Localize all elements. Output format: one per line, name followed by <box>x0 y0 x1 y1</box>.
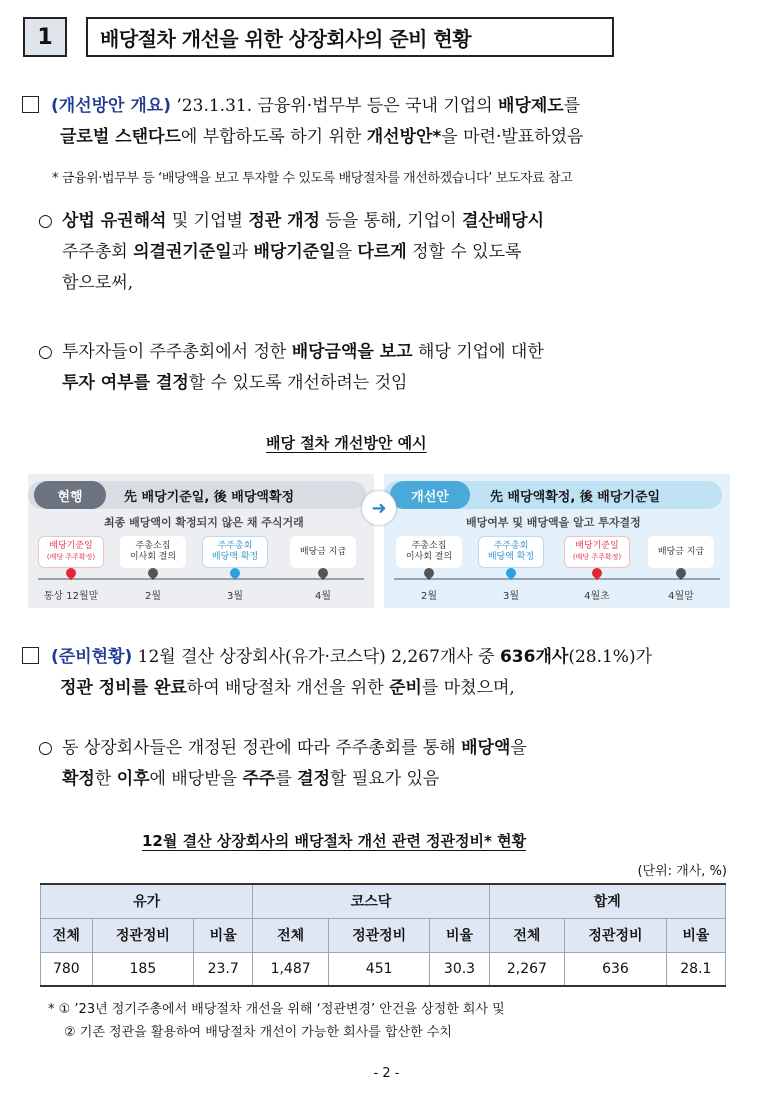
circle-bullet-icon: ○ <box>38 738 53 758</box>
table-cell: 451 <box>328 952 429 986</box>
footnote-press-release: * 금융위·법무부 등 ‘배당액을 보고 투자할 수 있도록 배당절차를 개선하겠습니다’ 보도자료 참고 <box>52 171 573 186</box>
group-header: 코스닥 <box>253 884 489 918</box>
table-cell: 2,267 <box>489 952 565 986</box>
column-header: 전체 <box>253 918 329 952</box>
table-row <box>41 952 726 986</box>
table-cell: 28.1 <box>666 952 725 986</box>
month-label: 3월 <box>502 591 520 602</box>
step-dividend-payment: 배당금 지급 <box>648 536 714 568</box>
diagram-caption: 배당 절차 개선방안 예시 <box>266 434 427 452</box>
section-status: (준비현황) 12월 결산 상장회사(유가·코스닥) 2,267개사 중 636개사(28.1%)가 정관 정비를 완료하여 배당절차 개선을 위한 준비를 마쳤으며, <box>22 642 730 704</box>
timeline <box>394 578 720 580</box>
current-title: 先 배당기준일, 後 배당액확정 <box>124 490 295 505</box>
group-header: 유가 <box>41 884 253 918</box>
bullet-legal-interpretation: ○ 상법 유권해석 및 기업별 정관 개정 등을 통해, 기업이 결산배당시 주주총회 의결권기준일과 배당기준일을 다르게 정할 수 있도록 함으로써, <box>38 206 730 299</box>
timeline <box>38 578 364 580</box>
month-label: 3월 <box>226 591 244 602</box>
table-cell: 23.7 <box>194 952 253 986</box>
step-dividend-payment: 배당금 지급 <box>290 536 356 568</box>
table-cell: 780 <box>41 952 93 986</box>
table-cell: 1,487 <box>253 952 329 986</box>
step-board-resolution: 주총소집 이사회 결의 <box>120 536 186 568</box>
page-number: - 2 - <box>373 1066 400 1081</box>
improved-subtitle: 배당여부 및 배당액을 알고 투자결정 <box>466 516 641 529</box>
current-pill: 현행 <box>34 481 106 509</box>
step-record-date: 배당기준일 (배당 주주확정) <box>38 536 104 568</box>
month-label: 4월초 <box>584 591 610 602</box>
column-header: 정관정비 <box>92 918 193 952</box>
step-record-date: 배당기준일 (배당 주주확정) <box>564 536 630 568</box>
improved-process-panel <box>384 474 730 608</box>
bullet-investor-decision: ○ 투자자들이 주주총회에서 정한 배당금액을 보고 해당 기업에 대한 투자 여부를 결정할 수 있도록 개선하려는 것임 <box>38 337 730 399</box>
section-title: 배당절차 개선을 위한 상장회사의 준비 현황 <box>86 17 614 57</box>
articles-status-table <box>40 883 726 987</box>
column-header: 정관정비 <box>328 918 429 952</box>
table-unit: (단위: 개사, %) <box>637 864 727 879</box>
section-number: 1 <box>23 17 67 57</box>
checkbox-square-icon <box>22 96 39 113</box>
column-header: 전체 <box>41 918 93 952</box>
table-footnote: * ① ’23년 정기주총에서 배당절차 개선을 위해 ‘정관변경’ 안건을 상정한 회사 및 ② 기존 정관을 활용하여 배당절차 개선이 가능한 회사를 합산한 수치 <box>48 1002 505 1040</box>
step-shareholders-meeting: 주주총회 배당액 확정 <box>202 536 268 568</box>
month-label: 2월 <box>144 591 162 602</box>
step-shareholders-meeting: 주주총회 배당액 확정 <box>478 536 544 568</box>
improved-pill: 개선안 <box>390 481 470 509</box>
column-header: 정관정비 <box>565 918 666 952</box>
column-header: 비율 <box>430 918 489 952</box>
current-process-panel <box>28 474 374 608</box>
column-header: 전체 <box>489 918 565 952</box>
right-arrow-icon: ➜ <box>362 491 396 525</box>
circle-bullet-icon: ○ <box>38 211 53 231</box>
table-cell: 185 <box>92 952 193 986</box>
step-board-resolution: 주총소집 이사회 결의 <box>396 536 462 568</box>
column-header: 비율 <box>194 918 253 952</box>
circle-bullet-icon: ○ <box>38 342 53 362</box>
section-overview: (개선방안 개요) ’23.1.31. 금융위·법무부 등은 국내 기업의 배당제도를 글로벌 스탠다드에 부합하도록 하기 위한 개선방안*을 마련·발표하였음 <box>22 91 730 153</box>
table-cell: 636 <box>565 952 666 986</box>
improved-title: 先 배당액확정, 後 배당기준일 <box>490 490 661 505</box>
month-label: 4월말 <box>668 591 694 602</box>
current-subtitle: 최종 배당액이 확정되지 않은 채 주식거래 <box>104 516 304 529</box>
month-label: 2월 <box>420 591 438 602</box>
table-caption: 12월 결산 상장회사의 배당절차 개선 관련 정관정비* 현황 <box>142 832 527 850</box>
checkbox-square-icon <box>22 647 39 664</box>
group-header: 합계 <box>489 884 725 918</box>
bullet-shareholder-decision: ○ 동 상장회사들은 개정된 정관에 따라 주주총회를 통해 배당액을 확정한 이후에 배당받을 주주를 결정할 필요가 있음 <box>38 733 730 795</box>
month-label: 4월 <box>314 591 332 602</box>
column-header: 비율 <box>666 918 725 952</box>
month-label: 통상 12월말 <box>43 591 99 602</box>
table-cell: 30.3 <box>430 952 489 986</box>
